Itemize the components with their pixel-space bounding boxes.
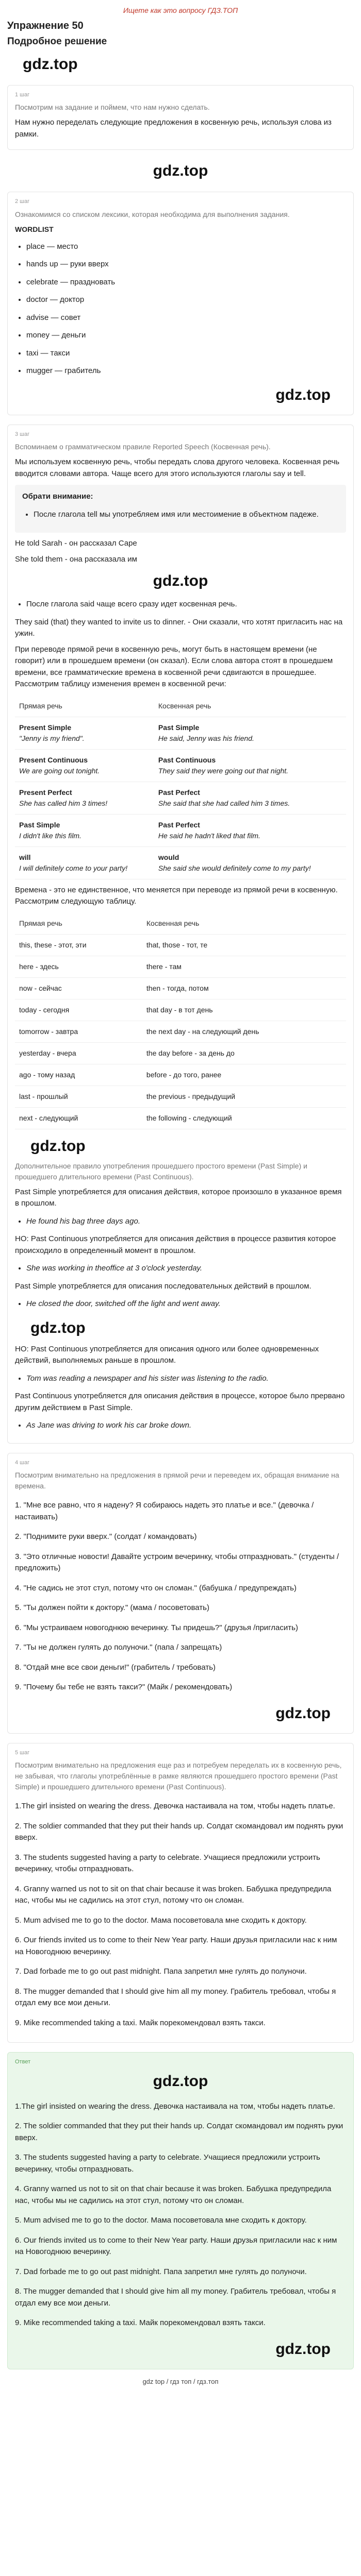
direct-tense: Present Simple: [19, 723, 72, 732]
table-header: Прямая речь: [15, 913, 142, 935]
word-item: • advise — совет: [26, 312, 346, 324]
step-5-card: [7, 1743, 354, 2043]
answer-list: [15, 2101, 346, 2329]
table-header: Косвенная речь: [154, 696, 346, 717]
step-label: 2 шаг: [15, 198, 30, 205]
direct-tense: Present Continuous: [19, 755, 88, 764]
example: She told them - она рассказала им: [15, 554, 137, 564]
reported-tense: would: [158, 853, 179, 861]
list-item: 4. Granny warned us not to sit on that chair because it was broken. Бабушка предупредила нас, чтобы мы не садились на этот стул, потому что он сломан.: [15, 2184, 332, 2205]
watermark: gdz.top: [30, 1137, 86, 1155]
reported-tense: Past Continuous: [158, 755, 216, 764]
list-item: 7. Dad forbade me to go out past midnight. Папа запретил мне гулять до полуночи.: [15, 2267, 307, 2276]
solution-list: [15, 1801, 346, 2029]
list-item: 7. Dad forbade me to go out past midnight. Папа запретил мне гулять до полуночи.: [15, 1967, 307, 1976]
step-4-card: [7, 1453, 354, 1734]
table-cell: next - следующий: [15, 1107, 142, 1129]
table-row: [15, 956, 346, 977]
paragraph: НО: Past Continuous употребляется для описания действия в процессе развития которое происходило в определенный момент в прошлом.: [15, 1234, 336, 1255]
list-item: 5. Mum advised me to go to the doctor. Мама посоветовала мне сходить к доктору.: [15, 1916, 307, 1925]
word-item: • celebrate — праздновать: [26, 277, 346, 289]
page-title: Упражнение 50: [7, 20, 84, 31]
table-cell: today - сегодня: [15, 999, 142, 1021]
watermark: gdz.top: [153, 2072, 208, 2090]
word-item: • mugger — грабитель: [26, 365, 346, 377]
bullet-list: [15, 599, 346, 611]
list-item: 6. Our friends invited us to come to their New Year party. Наши друзья пригласили нас к ним на Новогоднюю вечеринку.: [15, 2235, 337, 2256]
word-item: • place — место: [26, 241, 346, 253]
example-list: [15, 1216, 346, 1228]
bullet: • После глагола said чаще всего сразу идет косвенная речь.: [26, 599, 346, 611]
example: • He found his bag three days ago.: [26, 1216, 346, 1228]
list-item: 2. The soldier commanded that they put their hands up. Солдат скомандовал им поднять руки вверх.: [15, 1821, 343, 1842]
example: • He closed the door, switched off the light and went away.: [26, 1298, 346, 1310]
word-item: • money — деньги: [26, 330, 346, 342]
reported-example: She said that she had called him 3 times.: [158, 799, 290, 807]
table-row: [15, 1021, 346, 1042]
reported-example: She said she would definitely come to my party!: [158, 863, 311, 872]
example: • As Jane was driving to work his car broke down.: [26, 1420, 346, 1432]
table-row: [15, 999, 346, 1021]
table-cell: the next day - на следующий день: [142, 1021, 346, 1042]
list-item: 3. "Это отличные новости! Давайте устроим вечеринку, чтобы отпраздновать." (студенты / предложить): [15, 1552, 339, 1572]
paragraph: Мы используем косвенную речь, чтобы передать слова другого человека. Косвенная речь вводится словами автора. Чаще всего для этого используются глаголы say и tell.: [15, 457, 340, 478]
wordlist: [15, 241, 346, 377]
table-row: [15, 846, 346, 879]
tense-table: [15, 696, 346, 879]
direct-tense: will: [19, 853, 31, 861]
step-2-card: [7, 192, 354, 415]
table-row: [15, 814, 346, 846]
paragraph: They said (that) they wanted to invite us to dinner. - Они сказали, что хотят пригласить нас на ужин.: [15, 617, 343, 638]
list-item: 9. "Почему бы тебе не взять такси?" (Майк / рекомендовать): [15, 1683, 233, 1691]
direct-example: We are going out tonight.: [19, 766, 100, 775]
list-item: 3. The students suggested having a party to celebrate. Учащиеся предложили устроить вечеринку, чтобы отпраздновать.: [15, 2153, 320, 2174]
paragraph: Времена - это не единственное, что меняется при переводе из прямой речи в косвенную. Рассмотрим следующую таблицу.: [15, 885, 338, 906]
table-cell: that, those - тот, те: [142, 934, 346, 956]
header-link[interactable]: Ищете как это вопросу ГДЗ.ТОП: [123, 6, 238, 14]
translation-list: [15, 1500, 346, 1693]
list-item: 4. Granny warned us not to sit on that chair because it was broken. Бабушка предупредила нас, чтобы мы не садились на этот стул, потому что он сломан.: [15, 1884, 332, 1905]
table-row: [15, 1107, 346, 1129]
table-row: [15, 782, 346, 814]
word-item: • doctor — доктор: [26, 294, 346, 306]
table-cell: ago - тому назад: [15, 1064, 142, 1086]
direct-tense: Past Simple: [19, 820, 60, 829]
direct-example: She has called him 3 times!: [19, 799, 108, 807]
step-label: 5 шаг: [15, 1749, 30, 1756]
watermark: gdz.top: [275, 2340, 331, 2358]
table-cell: yesterday - вчера: [15, 1042, 142, 1064]
step-label: 4 шаг: [15, 1459, 30, 1466]
direct-tense: Present Perfect: [19, 788, 72, 796]
footer-links[interactable]: gdz top / гдз топ / гдз.топ: [142, 2377, 219, 2385]
wordlist-title: WORDLIST: [15, 225, 54, 233]
step-3-card: [7, 425, 354, 1444]
table-header: Косвенная речь: [142, 913, 346, 935]
page-subtitle: Подробное решение: [7, 36, 107, 47]
list-item: 3. The students suggested having a party to celebrate. Учащиеся предложили устроить вечеринку, чтобы отпраздновать.: [15, 1853, 320, 1873]
table-row: [15, 1042, 346, 1064]
table-cell: here - здесь: [15, 956, 142, 977]
paragraph: НО: Past Continuous употребляется для описания одного или более одновременных действий, выполняемых раньше в прошлом.: [15, 1344, 319, 1365]
notice-box: [15, 485, 346, 533]
paragraph: Past Simple употребляется для описания действия, которое произошло в указанное время в прошлом.: [15, 1187, 342, 1208]
paragraph: Дополнительное правило употребления прошедшего простого времени (Past Simple) и прошедшего длительного времени (Past Continuous).: [15, 1161, 307, 1181]
list-item: 2. "Поднимите руки вверх." (солдат / командовать): [15, 1532, 197, 1541]
paragraph: Past Simple употребляется для описания последовательных действий в прошлом.: [15, 1281, 311, 1291]
table-cell: the previous - предыдущий: [142, 1086, 346, 1107]
reported-example: They said they were going out that night.: [158, 766, 289, 775]
notice-title: Обрати внимание:: [22, 492, 93, 501]
step-instruction: Вспоминаем о грамматическом правиле Reported Speech (Косвенная речь).: [15, 443, 271, 451]
notice-bullet: • После глагола tell мы употребляем имя или местоимение в объектном падеже.: [34, 509, 339, 521]
table-cell: the day before - за день до: [142, 1042, 346, 1064]
watermark: gdz.top: [30, 1319, 86, 1336]
watermark: gdz.top: [275, 386, 331, 403]
table-cell: the following - следующий: [142, 1107, 346, 1129]
reported-tense: Past Simple: [158, 723, 200, 732]
direct-example: I will definitely come to your party!: [19, 863, 128, 872]
step-label: 3 шаг: [15, 431, 30, 437]
example-list: [15, 1373, 346, 1385]
list-item: 6. "Мы устраиваем новогоднюю вечеринку. Ты придешь?" (друзья /пригласить): [15, 1623, 298, 1632]
step-1-card: [7, 85, 354, 150]
word-item: • taxi — такси: [26, 348, 346, 360]
table-cell: there - там: [142, 956, 346, 977]
example: • She was working in theoffice at 3 o'clock yesterday.: [26, 1263, 346, 1275]
table-row: [15, 934, 346, 956]
list-item: 2. The soldier commanded that they put their hands up. Солдат скомандовал им поднять руки вверх.: [15, 2122, 343, 2142]
list-item: 4. "Не садись не этот стул, потому что он сломан." (бабушка / предупреждать): [15, 1583, 297, 1592]
example-list: [15, 1263, 346, 1275]
notice-list: [22, 509, 339, 521]
watermark: gdz.top: [23, 55, 78, 73]
list-item: 8. The mugger demanded that I should give him all my money. Грабитель требовал, чтобы я отдал ему все мои деньги.: [15, 1987, 336, 2007]
table-row: [15, 1086, 346, 1107]
table-cell: this, these - этот, эти: [15, 934, 142, 956]
step-instruction: Посмотрим на задание и поймем, что нам нужно сделать.: [15, 103, 210, 111]
table-header: Прямая речь: [15, 696, 154, 717]
list-item: 5. "Ты должен пойти к доктору." (мама / посоветовать): [15, 1603, 209, 1612]
answer-box: [7, 2052, 354, 2369]
reported-example: He said, Jenny was his friend.: [158, 734, 254, 742]
list-item: 1.The girl insisted on wearing the dress. Девочка настаивала на том, чтобы надеть платье.: [15, 1802, 335, 1810]
step-instruction: Посмотрим внимательно на предложения еще раз и потребуем переделать их в косвенную речь, не забывая, что глаголы употреблённые в рамке являются прошедшего простого времени (Past Simple) и прошедшего длительного времени (Past Continuous).: [15, 1761, 342, 1791]
step-instruction: Ознакомимся со списком лексики, которая необходима для выполнения задания.: [15, 210, 290, 218]
list-item: 9. Mike recommended taking a taxi. Майк порекомендовал взять такси.: [15, 2018, 266, 2027]
step-label: 1 шаг: [15, 91, 30, 98]
list-item: 1.The girl insisted on wearing the dress. Девочка настаивала на том, чтобы надеть платье.: [15, 2102, 335, 2111]
answer-label: Ответ: [15, 2059, 31, 2065]
paragraph: При переводе прямой речи в косвенную речь, могут быть в настоящем времени (не говорит) или в прошедшем времени (он сказал). Если слова автора стоят в прошедшем времени, все грамматические времена в косвенной речи сдвигаются в прошедшее. Рассмотрим таблицу изменения времен в косвенной речи:: [15, 645, 333, 688]
reported-tense: Past Perfect: [158, 788, 200, 796]
word-item: • hands up — руки вверх: [26, 259, 346, 270]
table-cell: tomorrow - завтра: [15, 1021, 142, 1042]
list-item: 8. "Отдай мне все свои деньги!" (грабитель / требовать): [15, 1663, 216, 1672]
list-item: 9. Mike recommended taking a taxi. Майк порекомендовал взять такси.: [15, 2318, 266, 2327]
paragraph: Past Continuous употребляется для описания действия в процессе, которое было прервано другим действием в Past Simple.: [15, 1392, 345, 1412]
table-cell: last - прошлый: [15, 1086, 142, 1107]
list-item: 8. The mugger demanded that I should give him all my money. Грабитель требовал, чтобы я отдал ему все мои деньги.: [15, 2287, 336, 2308]
list-item: 5. Mum advised me to go to the doctor. Мама посоветовала мне сходить к доктору.: [15, 2216, 307, 2225]
reported-tense: Past Perfect: [158, 820, 200, 829]
reported-example: He said he hadn't liked that film.: [158, 831, 260, 840]
step-text: Нам нужно переделать следующие предложения в косвенную речь, используя слова из рамки.: [15, 118, 332, 139]
list-item: 7. "Ты не должен гулять до полуночи." (папа / запрещать): [15, 1643, 222, 1652]
table-cell: that day - в тот день: [142, 999, 346, 1021]
example-list: [15, 1298, 346, 1310]
table-row: [15, 1064, 346, 1086]
direct-example: I didn't like this film.: [19, 831, 81, 840]
words-change-table: [15, 913, 346, 1129]
list-item: 6. Our friends invited us to come to their New Year party. Наши друзья пригласили нас к ним на Новогоднюю вечеринку.: [15, 1936, 337, 1956]
direct-example: "Jenny is my friend".: [19, 734, 85, 742]
table-cell: then - тогда, потом: [142, 977, 346, 999]
table-row: [15, 749, 346, 782]
watermark: gdz.top: [153, 572, 208, 589]
list-item: 1. "Мне все равно, что я надену? Я собираюсь надеть это платье и все." (девочка / настаивать): [15, 1501, 314, 1521]
example: • Tom was reading a newspaper and his sister was listening to the radio.: [26, 1373, 346, 1385]
watermark: gdz.top: [153, 162, 208, 179]
example-list: [15, 1420, 346, 1432]
table-cell: before - до того, ранее: [142, 1064, 346, 1086]
table-cell: now - сейчас: [15, 977, 142, 999]
watermark: gdz.top: [275, 1704, 331, 1722]
example: He told Sarah - он рассказал Саре: [15, 539, 137, 548]
table-row: [15, 717, 346, 749]
step-instruction: Посмотрим внимательно на предложения в прямой речи и переведем их, обращая внимание на времена.: [15, 1471, 339, 1490]
table-row: [15, 977, 346, 999]
